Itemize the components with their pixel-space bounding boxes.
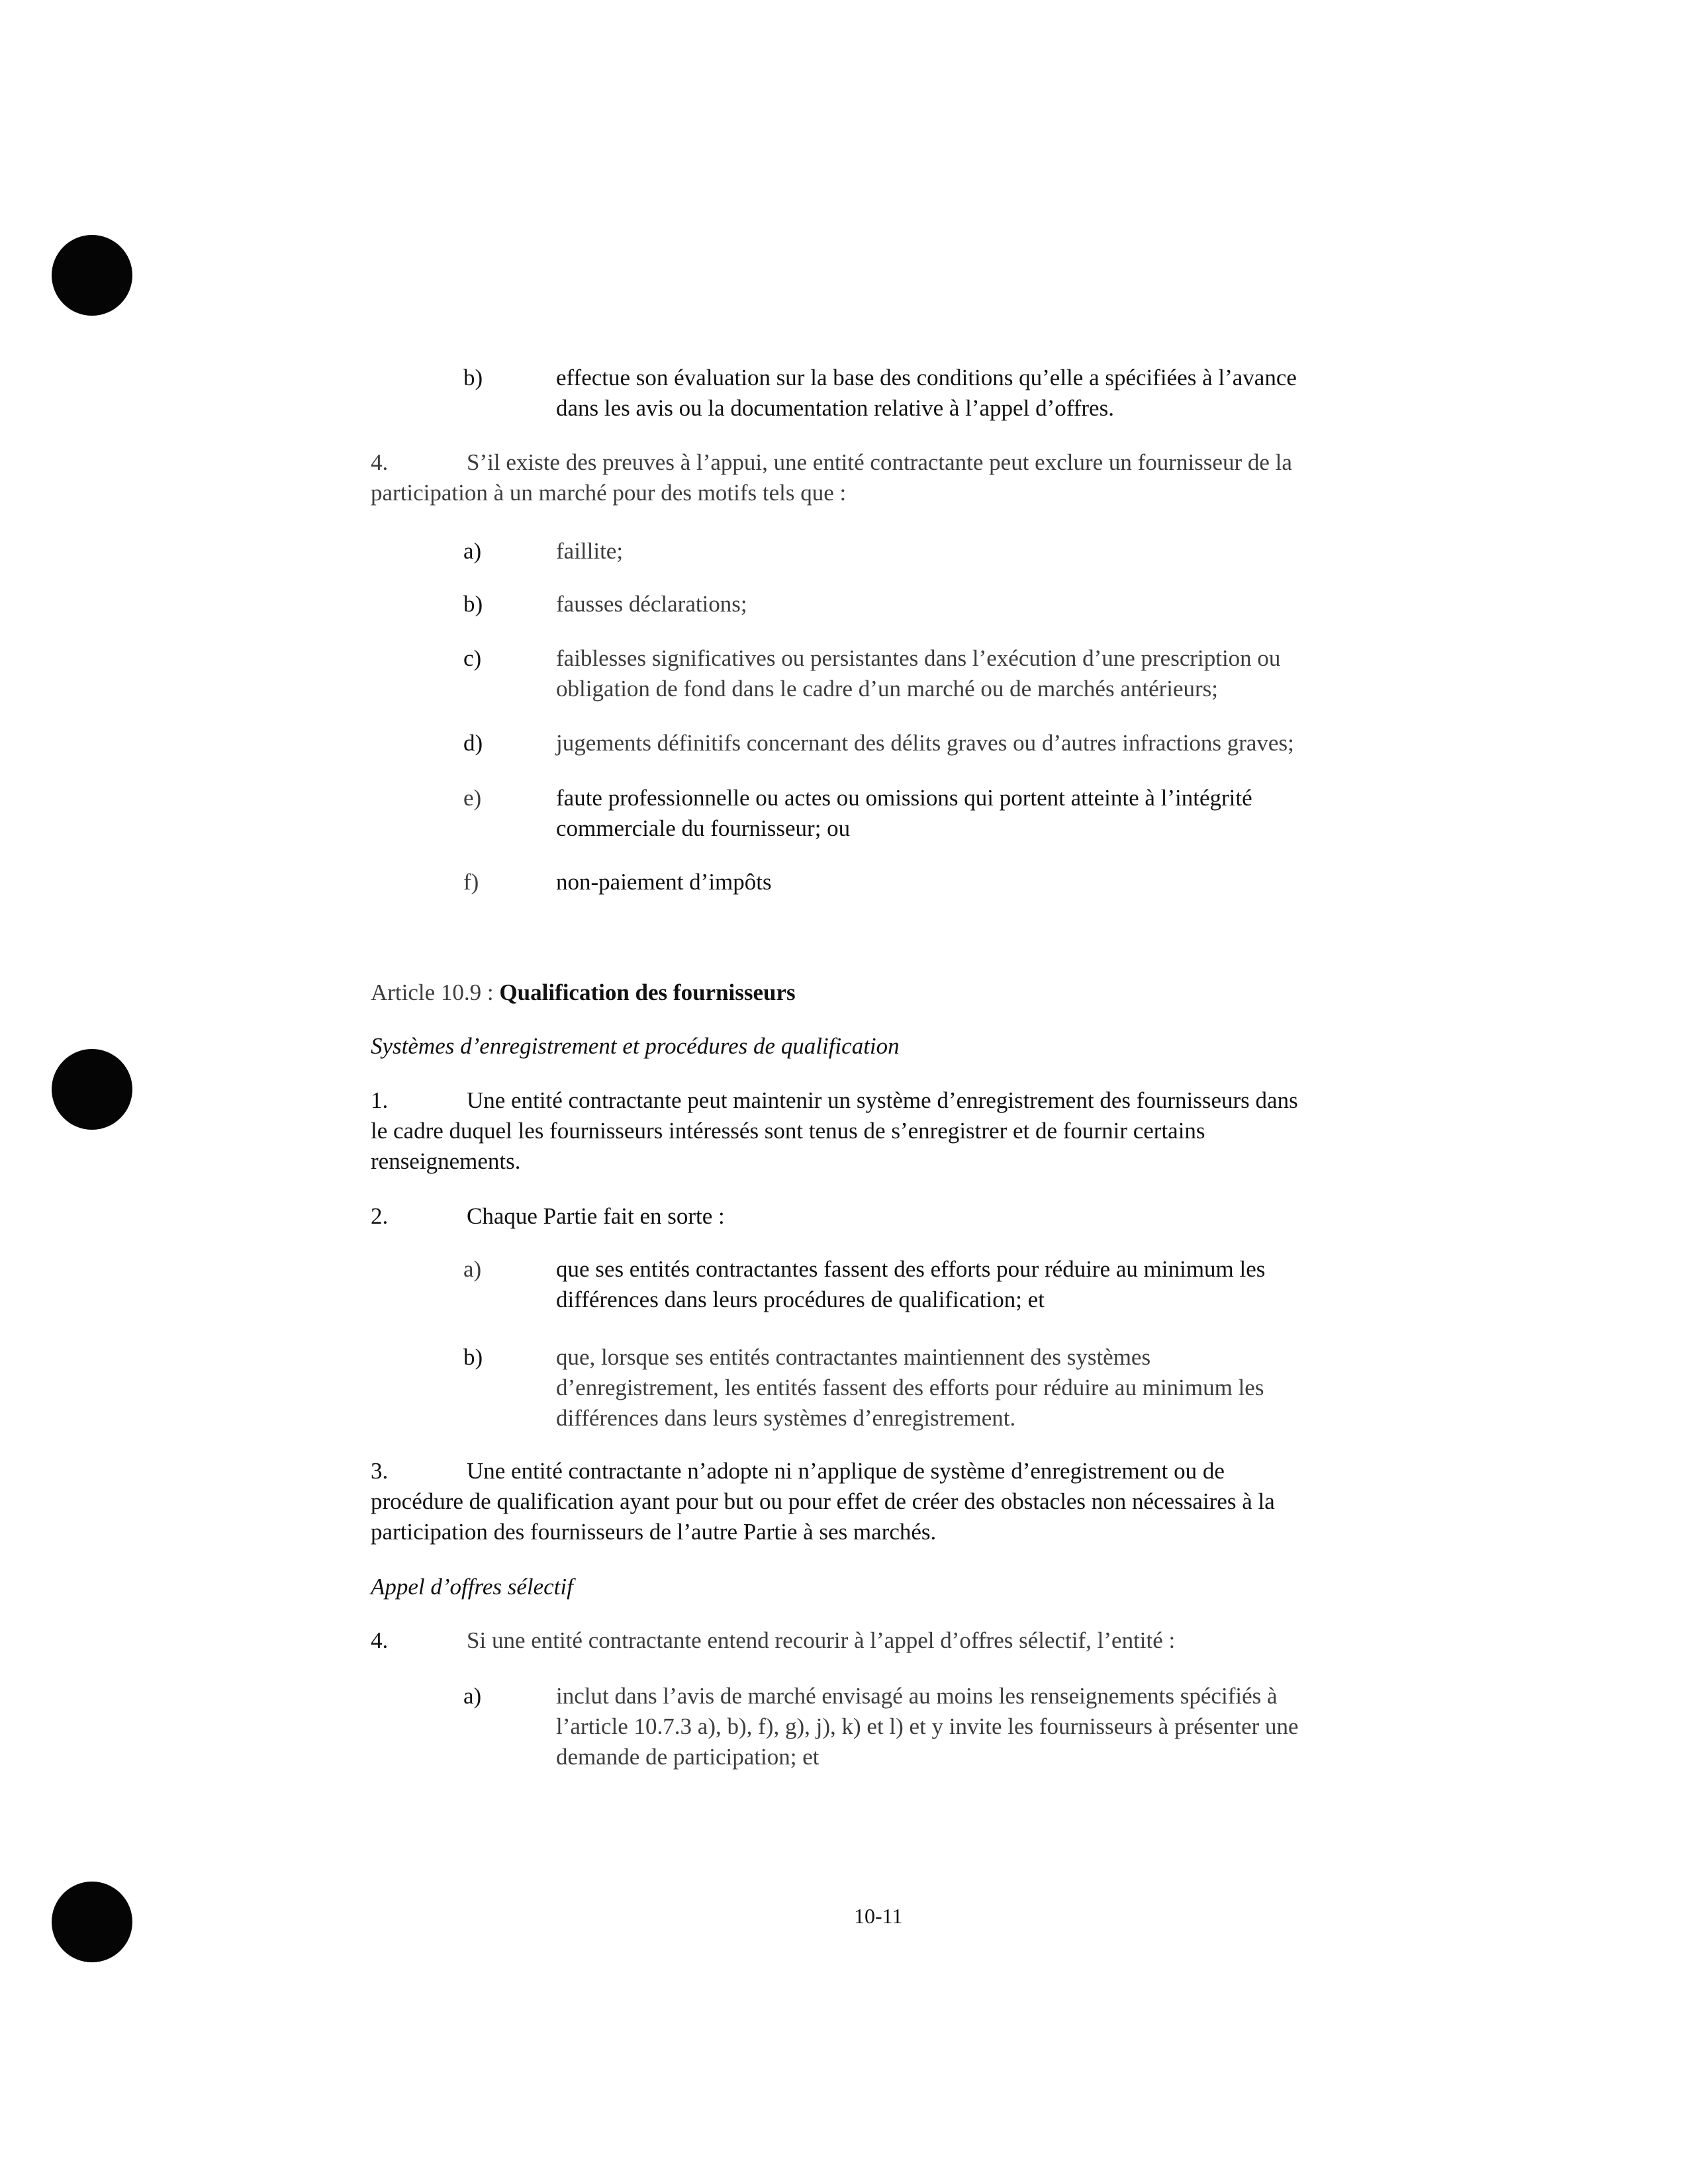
item-label: a): [463, 1683, 482, 1709]
paragraph-text: Une entité contractante n’adopte ni n’applique de système d’enregistrement ou de: [467, 1458, 1225, 1484]
item-label: a): [463, 1256, 482, 1282]
item-label: b): [463, 365, 483, 390]
paragraph-text: participation à un marché pour des motifs tels que :: [371, 480, 847, 506]
item-text: obligation de fond dans le cadre d’un marché ou de marchés antérieurs;: [556, 676, 1219, 702]
item-text: différences dans leurs procédures de qualification; et: [556, 1287, 1045, 1312]
punch-hole-top: [52, 235, 132, 316]
section-heading: Systèmes d’enregistrement et procédures de qualification: [371, 1033, 900, 1059]
item-label: a): [463, 538, 482, 564]
item-text: dans les avis ou la documentation relative à l’appel d’offres.: [556, 395, 1114, 421]
item-label: c): [463, 645, 482, 671]
item-text: différences dans leurs systèmes d’enregistrement.: [556, 1405, 1016, 1431]
paragraph-number: 3.: [371, 1458, 389, 1484]
item-text: non-paiement d’impôts: [556, 869, 772, 895]
article-heading: [371, 978, 796, 1008]
page-number: 10-11: [854, 1904, 903, 1928]
paragraph-number: 4.: [371, 449, 389, 475]
item-label: e): [463, 785, 482, 811]
item-text: effectue son évaluation sur la base des conditions qu’elle a spécifiées à l’avance: [556, 365, 1297, 390]
paragraph-text: S’il existe des preuves à l’appui, une entité contractante peut exclure un fournisseur de la: [467, 449, 1292, 475]
item-label: b): [463, 591, 483, 617]
item-text: l’article 10.7.3 a), b), f), g), j), k) et l) et y invite les fournisseurs à présenter une: [556, 1713, 1299, 1739]
section-heading: Appel d’offres sélectif: [371, 1574, 573, 1600]
paragraph-number: 1.: [371, 1087, 389, 1113]
paragraph-number: 2.: [371, 1203, 389, 1229]
item-label: f): [463, 869, 479, 895]
article-prefix: Article 10.9 :: [371, 979, 500, 1005]
paragraph-text: Chaque Partie fait en sorte :: [467, 1203, 725, 1229]
punch-hole-bottom: [52, 1882, 132, 1962]
paragraph-text: renseignements.: [371, 1148, 521, 1174]
item-text: faiblesses significatives ou persistantes dans l’exécution d’une prescription ou: [556, 645, 1281, 671]
paragraph-text: Une entité contractante peut maintenir un système d’enregistrement des fournisseurs dans: [467, 1087, 1298, 1113]
item-text: demande de participation; et: [556, 1744, 820, 1770]
item-label: d): [463, 730, 483, 756]
item-text: faute professionnelle ou actes ou omissions qui portent atteinte à l’intégrité: [556, 785, 1252, 811]
item-text: commerciale du fournisseur; ou: [556, 815, 851, 841]
item-text: inclut dans l’avis de marché envisagé au moins les renseignements spécifiés à: [556, 1683, 1278, 1709]
paragraph-text: Si une entité contractante entend recourir à l’appel d’offres sélectif, l’entité :: [467, 1627, 1176, 1653]
item-text: jugements définitifs concernant des délits graves ou d’autres infractions graves;: [556, 730, 1294, 756]
item-text: d’enregistrement, les entités fassent des efforts pour réduire au minimum les: [556, 1375, 1264, 1400]
paragraph-text: procédure de qualification ayant pour but ou pour effet de créer des obstacles non nécessaires à la: [371, 1488, 1275, 1514]
item-text: fausses déclarations;: [556, 591, 747, 617]
article-title: Qualification des fournisseurs: [499, 979, 796, 1005]
paragraph-number: 4.: [371, 1627, 389, 1653]
punch-hole-middle: [52, 1049, 132, 1130]
paragraph-text: participation des fournisseurs de l’autre Partie à ses marchés.: [371, 1519, 937, 1545]
item-text: que ses entités contractantes fassent des efforts pour réduire au minimum les: [556, 1256, 1266, 1282]
item-label: b): [463, 1344, 483, 1370]
item-text: que, lorsque ses entités contractantes maintiennent des systèmes: [556, 1344, 1151, 1370]
paragraph-text: le cadre duquel les fournisseurs intéressés sont tenus de s’enregistrer et de fournir certains: [371, 1118, 1205, 1144]
item-text: faillite;: [556, 538, 624, 564]
